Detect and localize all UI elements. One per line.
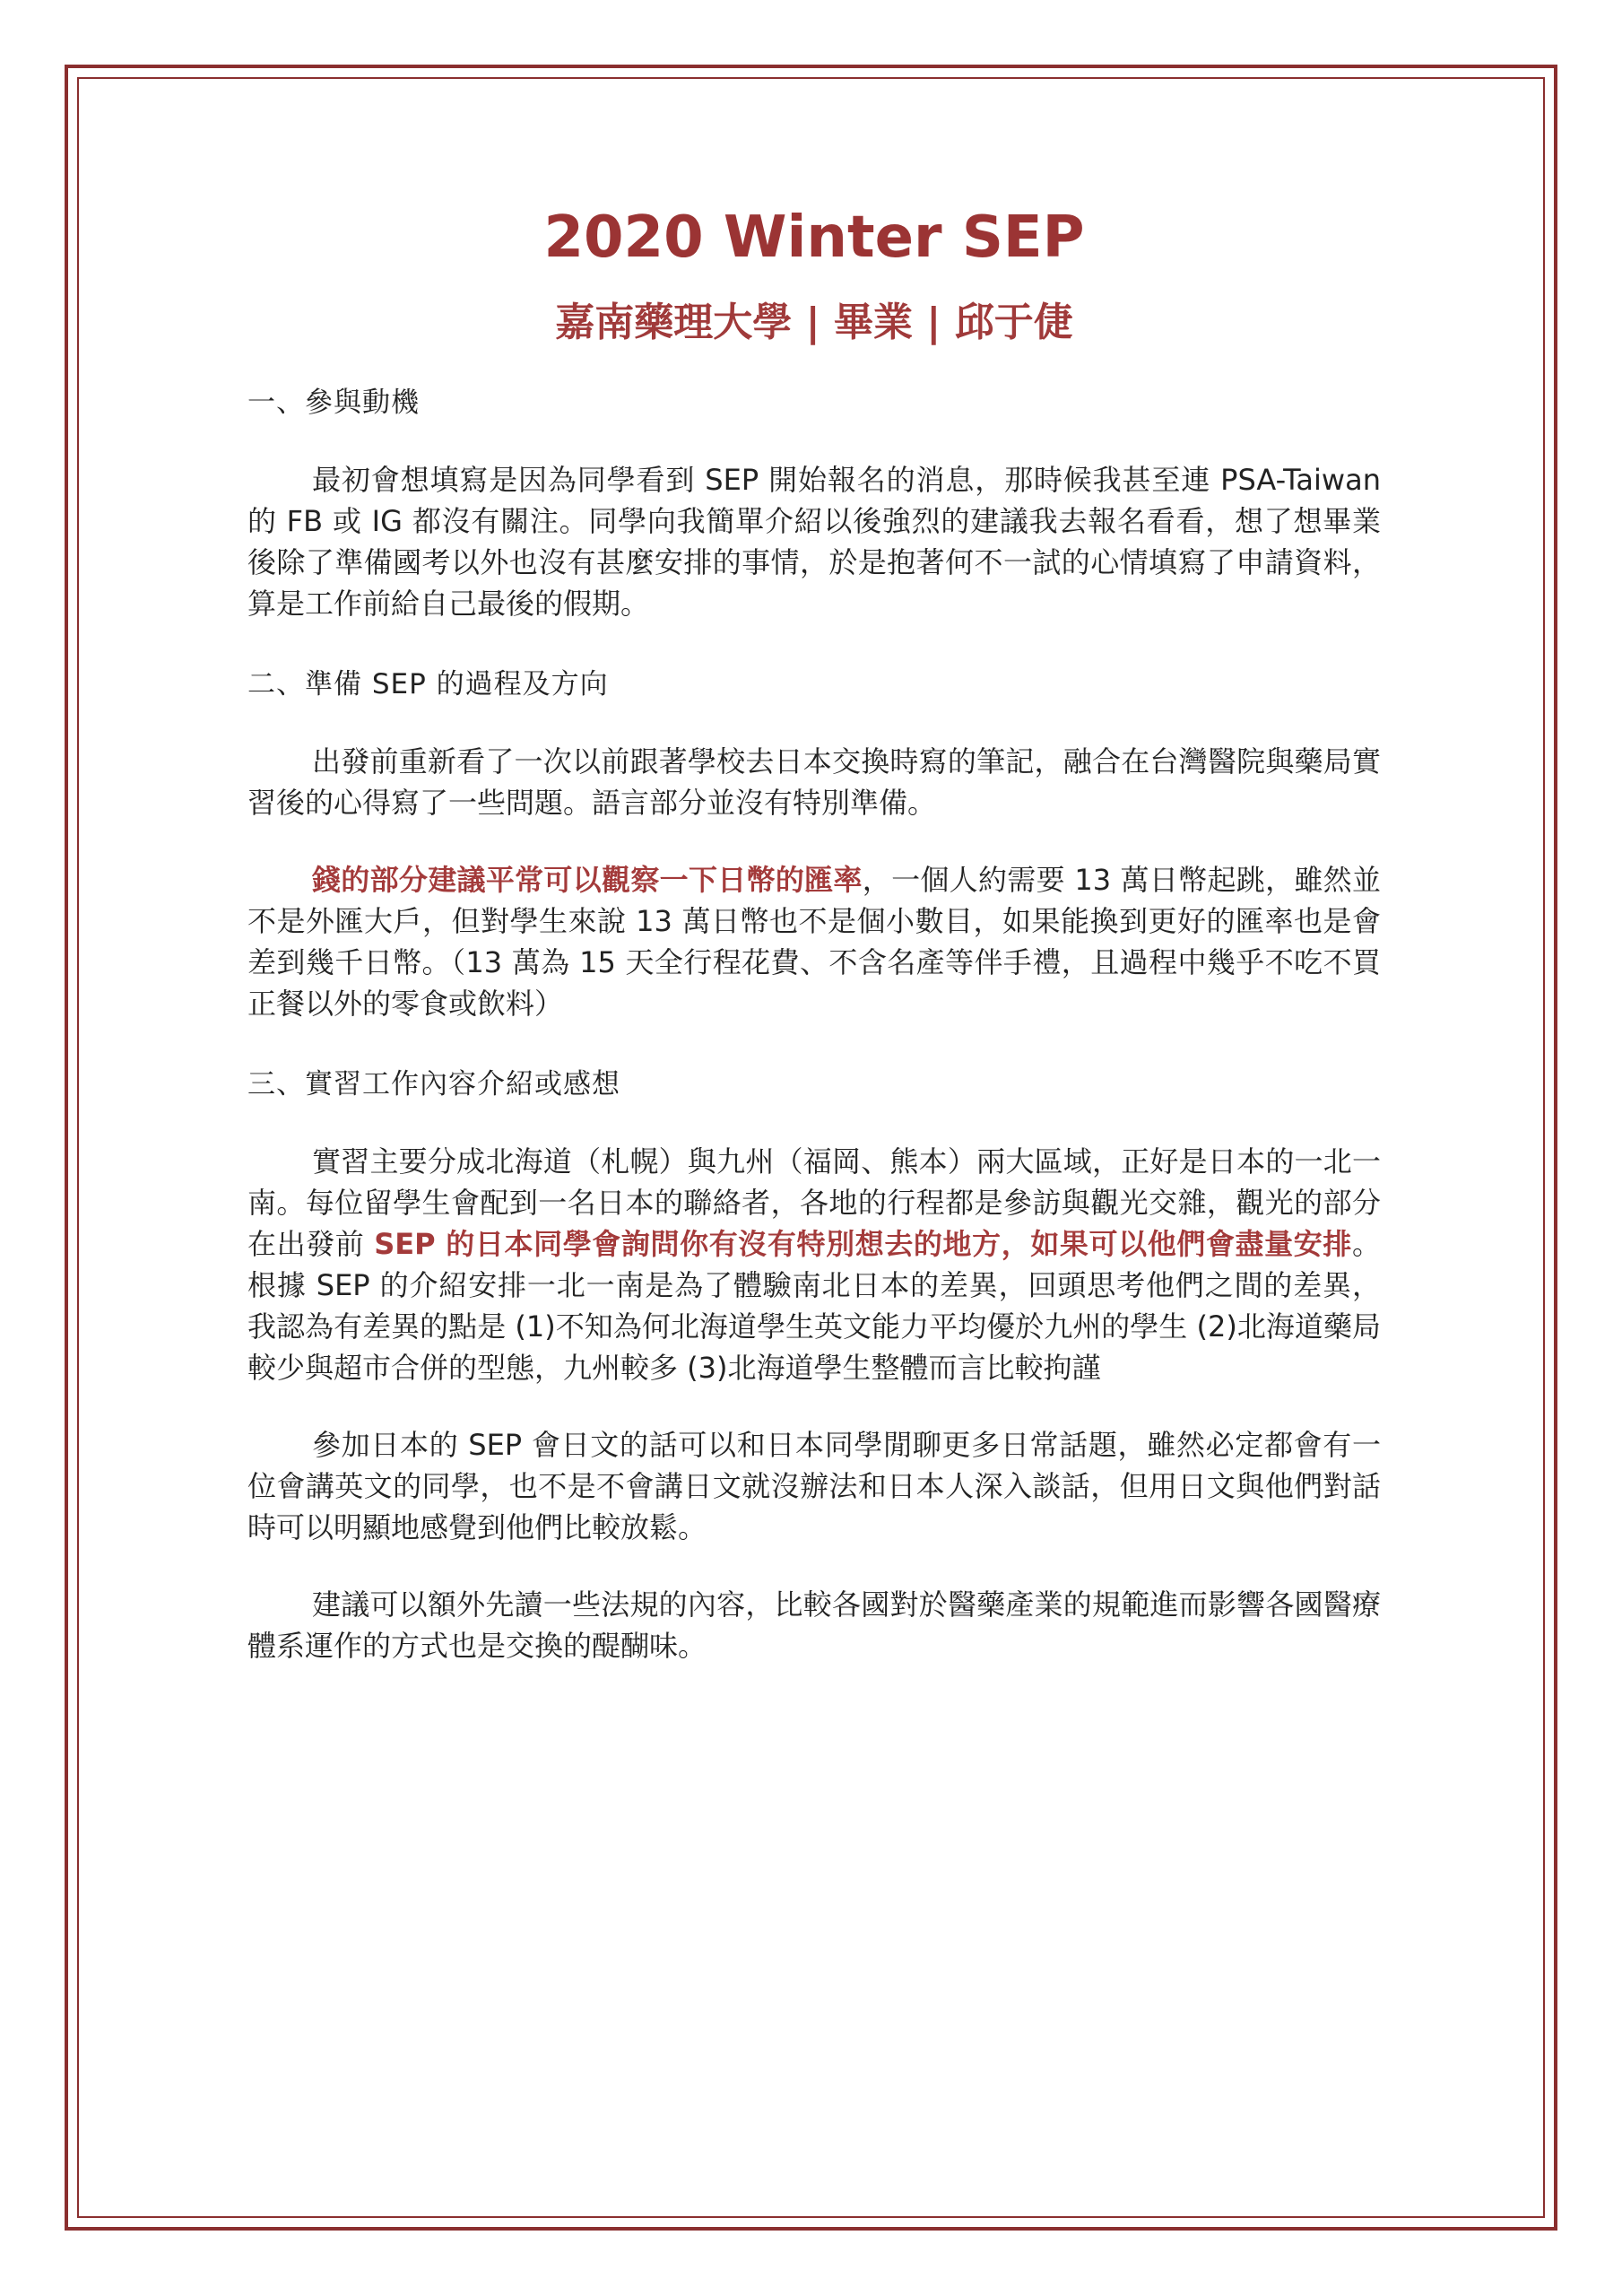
paragraph xyxy=(247,1584,1381,1666)
paragraph-text: 參加日本的 SEP 會日文的話可以和日本同學閒聊更多日常話題，雖然必定都會有一位會講英文的同學，也不是不會講日文就沒辦法和日本人深入談話，但用日文與他們對話時可以明顯地感覺到他們比較放鬆。 xyxy=(247,1428,1381,1544)
highlighted-text: SEP 的日本同學會詢問你有沒有特別想去的地方，如果可以他們會盡量安排 xyxy=(374,1227,1352,1261)
section-internship xyxy=(247,1064,1381,1666)
paragraph-text: 出發前重新看了一次以前跟著學校去日本交換時寫的筆記，融合在台灣醫院與藥局實習後的心得寫了一些問題。語言部分並沒有特別準備。 xyxy=(247,744,1381,820)
paragraph-text: ，一個人約需要 13 萬日幣起跳，雖然並不是外匯大戶，但對學生來說 13 萬日幣也不是個小數目，如果能換到更好的匯率也是會差到幾千日幣。（13 萬為 15 天全行程花費、不含名產等伴手禮，且過程中幾乎不吃不買正餐以外的零食或飲料） xyxy=(247,863,1381,1021)
paragraph xyxy=(247,1424,1381,1548)
paragraph xyxy=(247,741,1381,823)
document-subtitle: 嘉南藥理大學 | 畢業 | 邱于倢 xyxy=(555,300,1073,345)
section-preparation xyxy=(247,664,1381,1024)
document-title: 2020 Winter SEP xyxy=(543,204,1085,271)
paragraph-text: 。根據 SEP 的介紹安排一北一南是為了體驗南北日本的差異，回頭思考他們之間的差異，我認為有差異的點是 (1)不知為何北海道學生英文能力平均優於九州的學生 (2)北海道藥局較少與超市合併的型態，九州較多 (3)北海道學生整體而言比較拘謹 xyxy=(247,1227,1381,1385)
paragraph-text: 實習主要分成北海道（札幌）與九州（福岡、熊本）兩大區域，正好是日本的一北一南。每位留學生會配到一名日本的聯絡者，各地的行程都是參訪與觀光交雜，觀光的部分在出發前 xyxy=(247,1144,1381,1261)
section-heading: 二、準備 SEP 的過程及方向 xyxy=(247,668,609,700)
paragraph xyxy=(247,459,1381,624)
highlighted-text: 錢的部分建議平常可以觀察一下日幣的匯率 xyxy=(312,863,863,897)
section-motivation xyxy=(247,382,1381,624)
section-heading: 一、參與動機 xyxy=(247,387,420,419)
paragraph xyxy=(247,859,1381,1024)
document-body xyxy=(247,188,1381,1666)
section-heading: 三、實習工作內容介紹或感想 xyxy=(247,1068,620,1100)
paragraph xyxy=(247,1141,1381,1388)
paragraph-text: 最初會想填寫是因為同學看到 SEP 開始報名的消息，那時候我甚至連 PSA-Taiwan 的 FB 或 IG 都沒有關注。同學向我簡單介紹以後強烈的建議我去報名看看，想了想畢業後除了準備國考以外也沒有甚麼安排的事情，於是抱著何不一試的心情填寫了申請資料，算是工作前給自己最後的假期。 xyxy=(247,463,1381,621)
paragraph-text: 建議可以額外先讀一些法規的內容，比較各國對於醫藥產業的規範進而影響各國醫療體系運作的方式也是交換的醍醐味。 xyxy=(247,1587,1381,1663)
